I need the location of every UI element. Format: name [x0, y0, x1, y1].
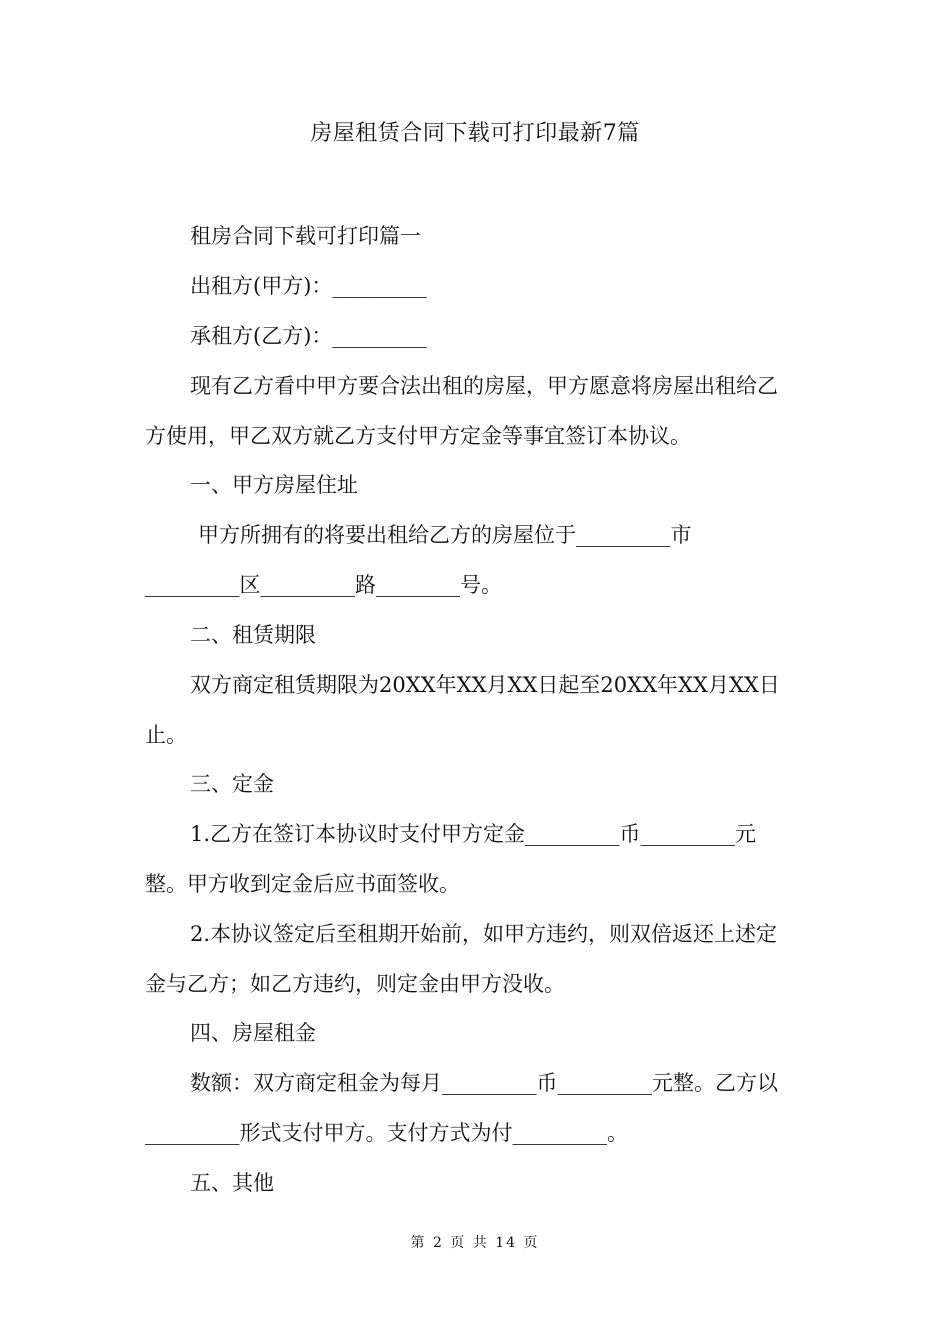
paragraph-line: 甲方所拥有的将要出租给乙方的房屋位于_________市 — [198, 523, 692, 547]
subsection-heading: 租房合同下载可打印篇一 — [190, 224, 421, 248]
section-heading: 三、定金 — [190, 772, 274, 796]
paragraph-line: 双方商定租赁期限为20XX年XX月XX日起至20XX年XX月XX日 — [190, 673, 780, 697]
lessor-line: 出租方(甲方)：_________ — [190, 274, 427, 298]
paragraph-line: _________形式支付甲方。支付方式为付_________。 — [145, 1121, 628, 1145]
page-footer: 第 2 页 共 14 页 — [410, 1235, 540, 1251]
paragraph-line: 整。甲方收到定金后应书面签收。 — [145, 872, 460, 896]
paragraph-line: _________区_________路________号。 — [145, 573, 502, 597]
paragraph-line: 2.本协议签定后至租期开始前，如甲方违约，则双倍返还上述定 — [190, 922, 778, 946]
section-heading: 二、租赁期限 — [190, 623, 316, 647]
paragraph-line: 方使用，甲乙双方就乙方支付甲方定金等事宜签订本协议。 — [145, 424, 691, 448]
document-title: 房屋租赁合同下载可打印最新7篇 — [310, 121, 640, 146]
section-heading: 五、其他 — [190, 1171, 274, 1195]
lessee-line: 承租方(乙方)：_________ — [190, 324, 427, 348]
section-heading: 一、甲方房屋住址 — [190, 473, 358, 497]
paragraph-line: 止。 — [145, 723, 187, 747]
paragraph-line: 现有乙方看中甲方要合法出租的房屋，甲方愿意将房屋出租给乙 — [190, 374, 778, 398]
paragraph-line: 数额：双方商定租金为每月_________币_________元整。乙方以 — [190, 1071, 778, 1095]
section-heading: 四、房屋租金 — [190, 1021, 316, 1045]
paragraph-line: 金与乙方；如乙方违约，则定金由甲方没收。 — [145, 972, 565, 996]
paragraph-line: 1.乙方在签订本协议时支付甲方定金_________币_________元 — [190, 822, 757, 846]
